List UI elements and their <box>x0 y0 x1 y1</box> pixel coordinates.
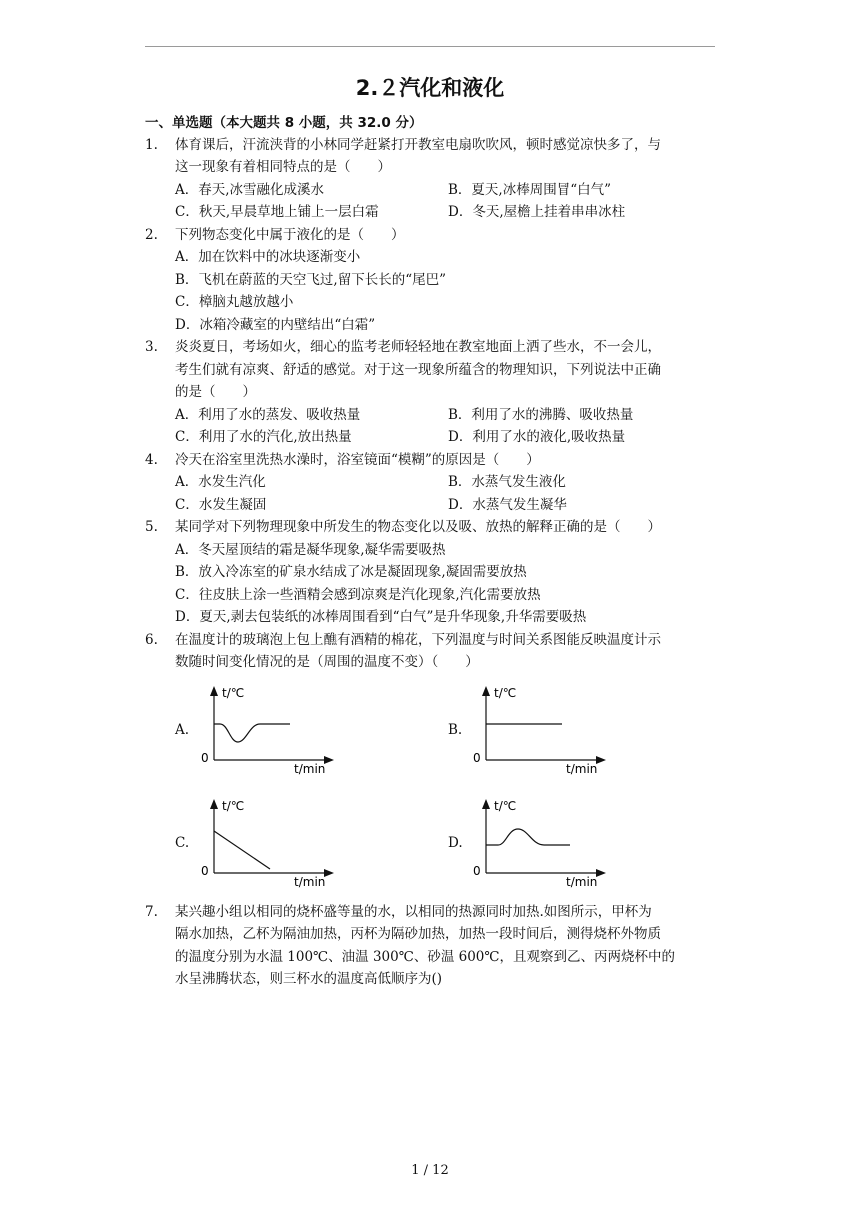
graph-c <box>198 797 338 889</box>
question-text: 这一现象有着相同特点的是（ ） <box>175 159 391 175</box>
option-b: B．水蒸气发生液化 <box>448 474 566 490</box>
option-d: D．冰箱冷藏室的内壁结出“白霜” <box>175 317 376 333</box>
option-b: B．飞机在蔚蓝的天空飞过,留下长长的“尾巴” <box>175 272 447 288</box>
graph-d <box>470 797 610 889</box>
option-d: D. <box>448 835 463 851</box>
y-axis-label: t/℃ <box>494 799 517 813</box>
y-axis-label: t/℃ <box>222 686 245 700</box>
question-number: 5. <box>145 519 158 535</box>
question-text: 某同学对下列物理现象中所发生的物态变化以及吸、放热的解释正确的是（ ） <box>175 519 661 535</box>
question-number: 7. <box>145 904 158 920</box>
option-d: D．利用了水的液化,吸收热量 <box>448 429 626 445</box>
option-c: C．利用了水的汽化,放出热量 <box>175 429 352 445</box>
origin-label: 0 <box>473 751 481 765</box>
header-rule <box>145 46 715 47</box>
option-d: D．水蒸气发生凝华 <box>448 497 567 513</box>
option-d: D．冬天,屋檐上挂着串串冰柱 <box>448 204 626 220</box>
option-c: C．往皮肤上涂一些酒精会感到凉爽是汽化现象,汽化需要放热 <box>175 587 541 603</box>
question-text: 炎炎夏日，考场如火，细心的监考老师轻轻地在教室地面上洒了些水，不一会儿， <box>175 339 661 355</box>
question-number: 4. <box>145 452 158 468</box>
question-text: 冷天在浴室里洗热水澡时，浴室镜面“模糊”的原因是（ ） <box>175 452 540 468</box>
option-a: A．加在饮料中的冰块逐渐变小 <box>175 249 361 265</box>
y-axis-label: t/℃ <box>494 686 517 700</box>
origin-label: 0 <box>473 864 481 878</box>
option-b: B．利用了水的沸腾、吸收热量 <box>448 407 634 423</box>
page-number: 1 / 12 <box>411 1163 449 1178</box>
question-text: 在温度计的玻璃泡上包上醮有酒精的棉花，下列温度与时间关系图能反映温度计示 <box>175 632 661 648</box>
y-axis-label: t/℃ <box>222 799 245 813</box>
option-a: A. <box>175 722 190 738</box>
option-b: B. <box>448 722 463 738</box>
option-c: C. <box>175 835 190 851</box>
option-c: C．樟脑丸越放越小 <box>175 294 294 310</box>
option-a: A．利用了水的蒸发、吸收热量 <box>175 407 361 423</box>
question-text: 数随时间变化情况的是（周围的温度不变）（ ） <box>175 654 479 670</box>
x-axis-label: t/min <box>294 875 326 889</box>
x-axis-label: t/min <box>566 875 598 889</box>
page-title: 2.２汽化和液化 <box>355 76 505 100</box>
origin-label: 0 <box>201 864 209 878</box>
option-a: A．冬天屋顶结的霜是凝华现象,凝华需要吸热 <box>175 542 446 558</box>
x-axis-label: t/min <box>294 762 326 776</box>
graph-a <box>198 684 338 776</box>
question-text: 某兴趣小组以相同的烧杯盛等量的水，以相同的热源同时加热.如图所示，甲杯为 <box>175 904 652 920</box>
question-number: 1. <box>145 137 158 153</box>
question-text: 的是（ ） <box>175 384 256 400</box>
option-b: B．放入冷冻室的矿泉水结成了冰是凝固现象,凝固需要放热 <box>175 564 527 580</box>
option-c: C．水发生凝固 <box>175 497 267 513</box>
question-number: 3. <box>145 339 158 355</box>
option-a: A．春天,冰雪融化成溪水 <box>175 182 325 198</box>
option-c: C．秋天,早晨草地上铺上一层白霜 <box>175 204 379 220</box>
question-number: 2. <box>145 227 158 243</box>
question-text: 下列物态变化中属于液化的是（ ） <box>175 227 405 243</box>
origin-label: 0 <box>201 751 209 765</box>
option-a: A．水发生汽化 <box>175 474 266 490</box>
graph-b <box>470 684 610 776</box>
option-d: D．夏天,剥去包装纸的冰棒周围看到“白气”是升华现象,升华需要吸热 <box>175 609 587 625</box>
question-text: 的温度分别为水温 100℃、油温 300℃、砂温 600℃，且观察到乙、丙两烧杯中的 <box>175 949 675 965</box>
option-b: B．夏天,冰棒周围冒“白气” <box>448 182 612 198</box>
question-number: 6. <box>145 632 158 648</box>
question-text: 体育课后，汗流浃背的小林同学赶紧打开教室电扇吹吹风，顿时感觉凉快多了，与 <box>175 137 661 153</box>
question-text: 考生们就有凉爽、舒适的感觉。对于这一现象所蕴含的物理知识，下列说法中正确 <box>175 362 661 378</box>
question-text: 隔水加热，乙杯为隔油加热，丙杯为隔砂加热，加热一段时间后，测得烧杯外物质 <box>175 926 661 942</box>
question-text: 水呈沸腾状态，则三杯水的温度高低顺序为() <box>175 971 443 987</box>
section-heading: 一、单选题（本大题共 8 小题，共 32.0 分） <box>145 115 423 131</box>
x-axis-label: t/min <box>566 762 598 776</box>
